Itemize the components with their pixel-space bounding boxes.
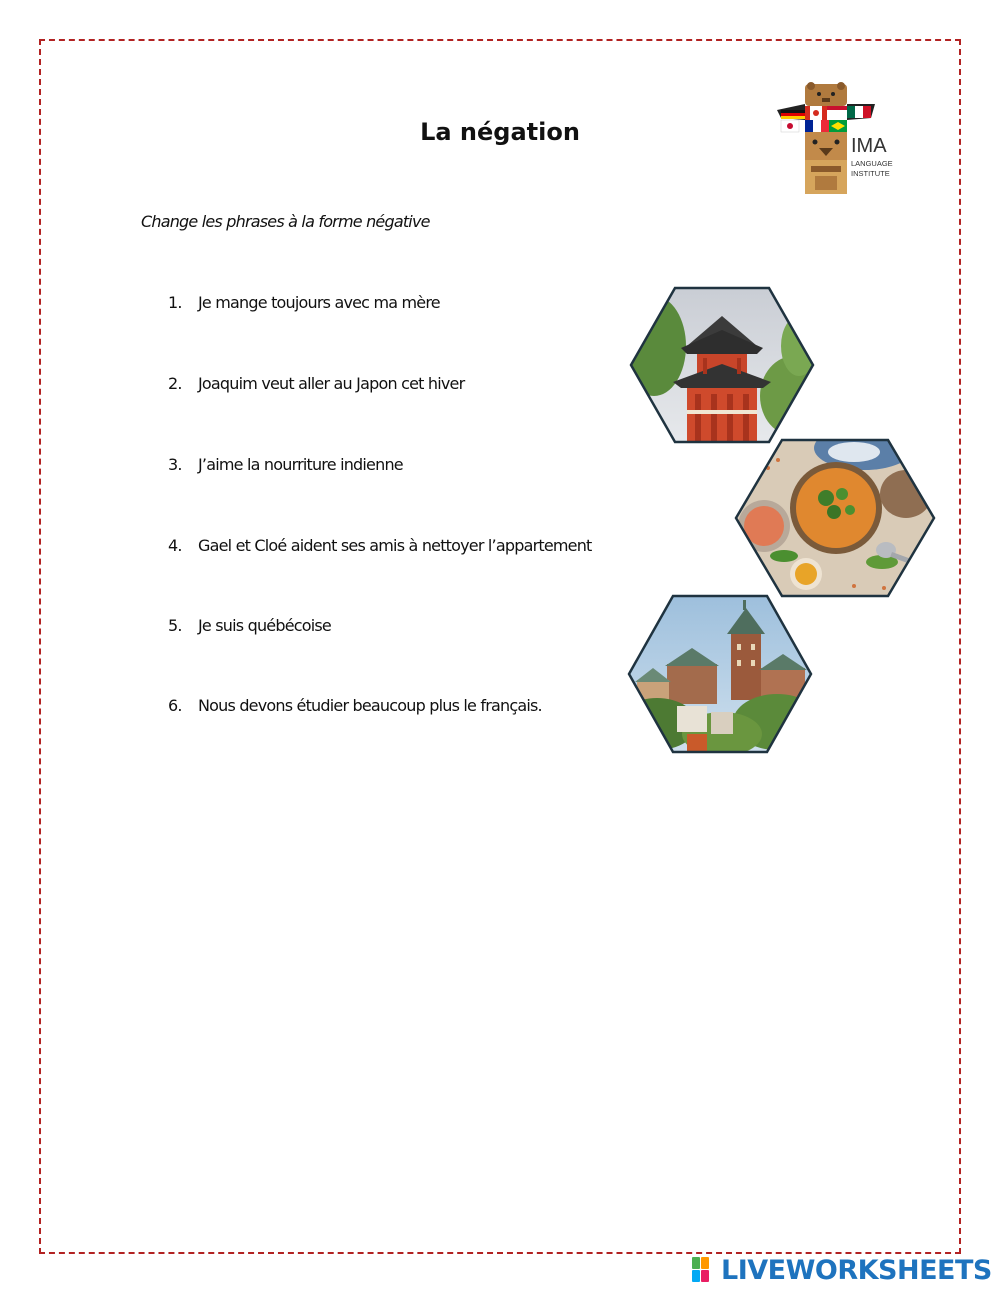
item-number: 2. (168, 374, 182, 393)
item-text: Joaquim veut aller au Japon cet hiver (198, 374, 465, 393)
list-item (168, 536, 592, 558)
item-number: 5. (168, 616, 182, 635)
item-number: 6. (168, 696, 182, 715)
item-number: 3. (168, 455, 182, 474)
brand-name: LIVEWORKSHEETS (721, 1254, 992, 1286)
item-text: Nous devons étudier beaucoup plus le français. (198, 696, 542, 715)
list-item (168, 616, 331, 638)
item-number: 4. (168, 536, 182, 555)
liveworksheets-logo-icon (692, 1257, 718, 1283)
page-title: La négation (420, 118, 580, 146)
list-item (168, 293, 440, 315)
item-number: 1. (168, 293, 182, 312)
logo-subtitle-2: INSTITUTE (851, 169, 890, 178)
item-text: Gael et Cloé aident ses amis à nettoyer l’appartement (198, 536, 592, 555)
item-text: Je suis québécoise (198, 616, 331, 635)
quebec-city-photo (627, 594, 813, 754)
instruction-text: Change les phrases à la forme négative (141, 212, 430, 231)
japanese-pagoda-photo (629, 286, 815, 444)
indian-lentil-curry-photo (734, 438, 936, 598)
liveworksheets-brand[interactable] (692, 1254, 992, 1286)
item-text: J’aime la nourriture indienne (198, 455, 403, 474)
logo-subtitle-1: LANGUAGE (851, 159, 893, 168)
logo-name: IMA (851, 135, 887, 157)
list-item (168, 374, 464, 396)
list-item (168, 455, 403, 477)
item-text: Je mange toujours avec ma mère (198, 293, 440, 312)
list-item (168, 696, 542, 718)
ima-logo (775, 82, 900, 197)
